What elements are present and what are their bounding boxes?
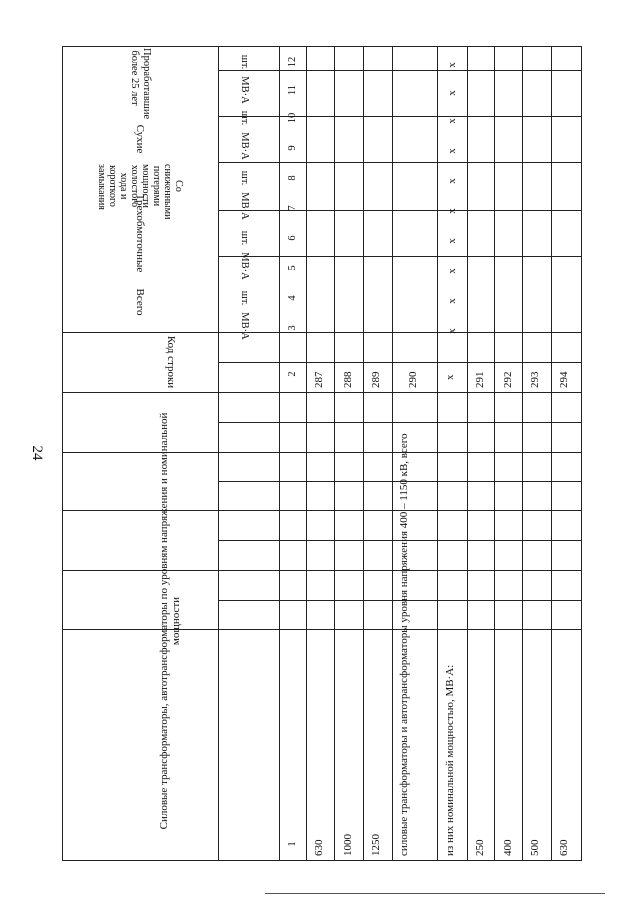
col-number: 6: [287, 235, 298, 241]
title-column-label: Силовые трансформаторы, автотрансформаторы по уровням напряжения и номинальной мощности: [158, 412, 182, 830]
row-label: 250: [474, 839, 486, 856]
group-label: Со сниженными потерями мощности холостого хода и короткого замыкания: [96, 164, 184, 220]
group-label: Трехобмоточные: [134, 193, 146, 273]
group-label: Сухие: [134, 124, 146, 154]
title-column-header: [122, 406, 218, 836]
code-column-header: [62, 332, 279, 392]
x-mark: x: [446, 118, 458, 124]
scan-edge-line: [265, 893, 605, 894]
row-code: 290: [407, 371, 419, 388]
x-mark: x: [446, 90, 458, 96]
col-number: 8: [287, 175, 298, 181]
row-code: 291: [474, 371, 486, 388]
row-label: из них номинальной мощностью, МВ·А:: [444, 664, 456, 856]
row-label: 1000: [342, 834, 354, 856]
x-mark: x: [446, 298, 458, 304]
col-number: 1: [287, 841, 298, 847]
row-label: 630: [313, 839, 325, 856]
unit-mva: МВ·А: [239, 132, 250, 160]
unit-mva: МВ·А: [239, 192, 250, 220]
row-code: 289: [370, 371, 382, 388]
group-header-1: [62, 46, 218, 120]
x-mark: x: [446, 62, 458, 68]
col-number: 7: [287, 205, 298, 211]
x-mark: x: [446, 238, 458, 244]
col-number: 5: [287, 265, 298, 271]
row-label: 500: [529, 839, 541, 856]
unit-mva: МВ·А: [239, 252, 250, 280]
row-code: 293: [529, 371, 541, 388]
unit-mva: МВ·А: [239, 76, 250, 104]
col-number: 4: [287, 295, 298, 301]
unit-pcs: шт.: [239, 230, 250, 246]
x-mark: x: [446, 328, 458, 334]
x-mark: x: [446, 148, 458, 154]
col-number: 3: [287, 325, 298, 331]
unit-pcs: шт.: [239, 170, 250, 186]
unit-pcs: шт.: [239, 110, 250, 126]
x-mark: x: [446, 178, 458, 184]
col-number: 12: [287, 56, 298, 68]
row-code: 287: [313, 371, 325, 388]
x-mark: x: [446, 268, 458, 274]
row-label: силовые трансформаторы и автотрансформаторы уровня напряжения 400 – 1150 кВ, всего: [398, 433, 410, 856]
x-mark: x: [446, 208, 458, 214]
page-number: 24: [29, 445, 45, 461]
group-header-2: [62, 116, 218, 162]
col-number: 10: [287, 112, 298, 124]
unit-pcs: шт.: [239, 290, 250, 306]
row-label: 630: [558, 839, 570, 856]
row-code: x: [444, 374, 456, 380]
col-number: 2: [287, 371, 298, 377]
row-code: 294: [558, 371, 570, 388]
row-code: 288: [342, 371, 354, 388]
row-code: 292: [502, 371, 514, 388]
col-number: 9: [287, 145, 298, 151]
unit-mva: МВ·А: [239, 312, 250, 340]
group-label: Всего: [134, 288, 146, 316]
group-header-5: [62, 272, 218, 332]
code-column-label: Код строки: [164, 335, 177, 389]
transformers-table: [62, 46, 582, 861]
col-number: 11: [287, 84, 298, 96]
row-label: 400: [502, 839, 514, 856]
unit-pcs: шт.: [239, 54, 250, 70]
row-label: 1250: [370, 834, 382, 856]
group-header-4: [62, 193, 218, 273]
group-label: Проработавшие более 25 лет: [129, 48, 152, 120]
